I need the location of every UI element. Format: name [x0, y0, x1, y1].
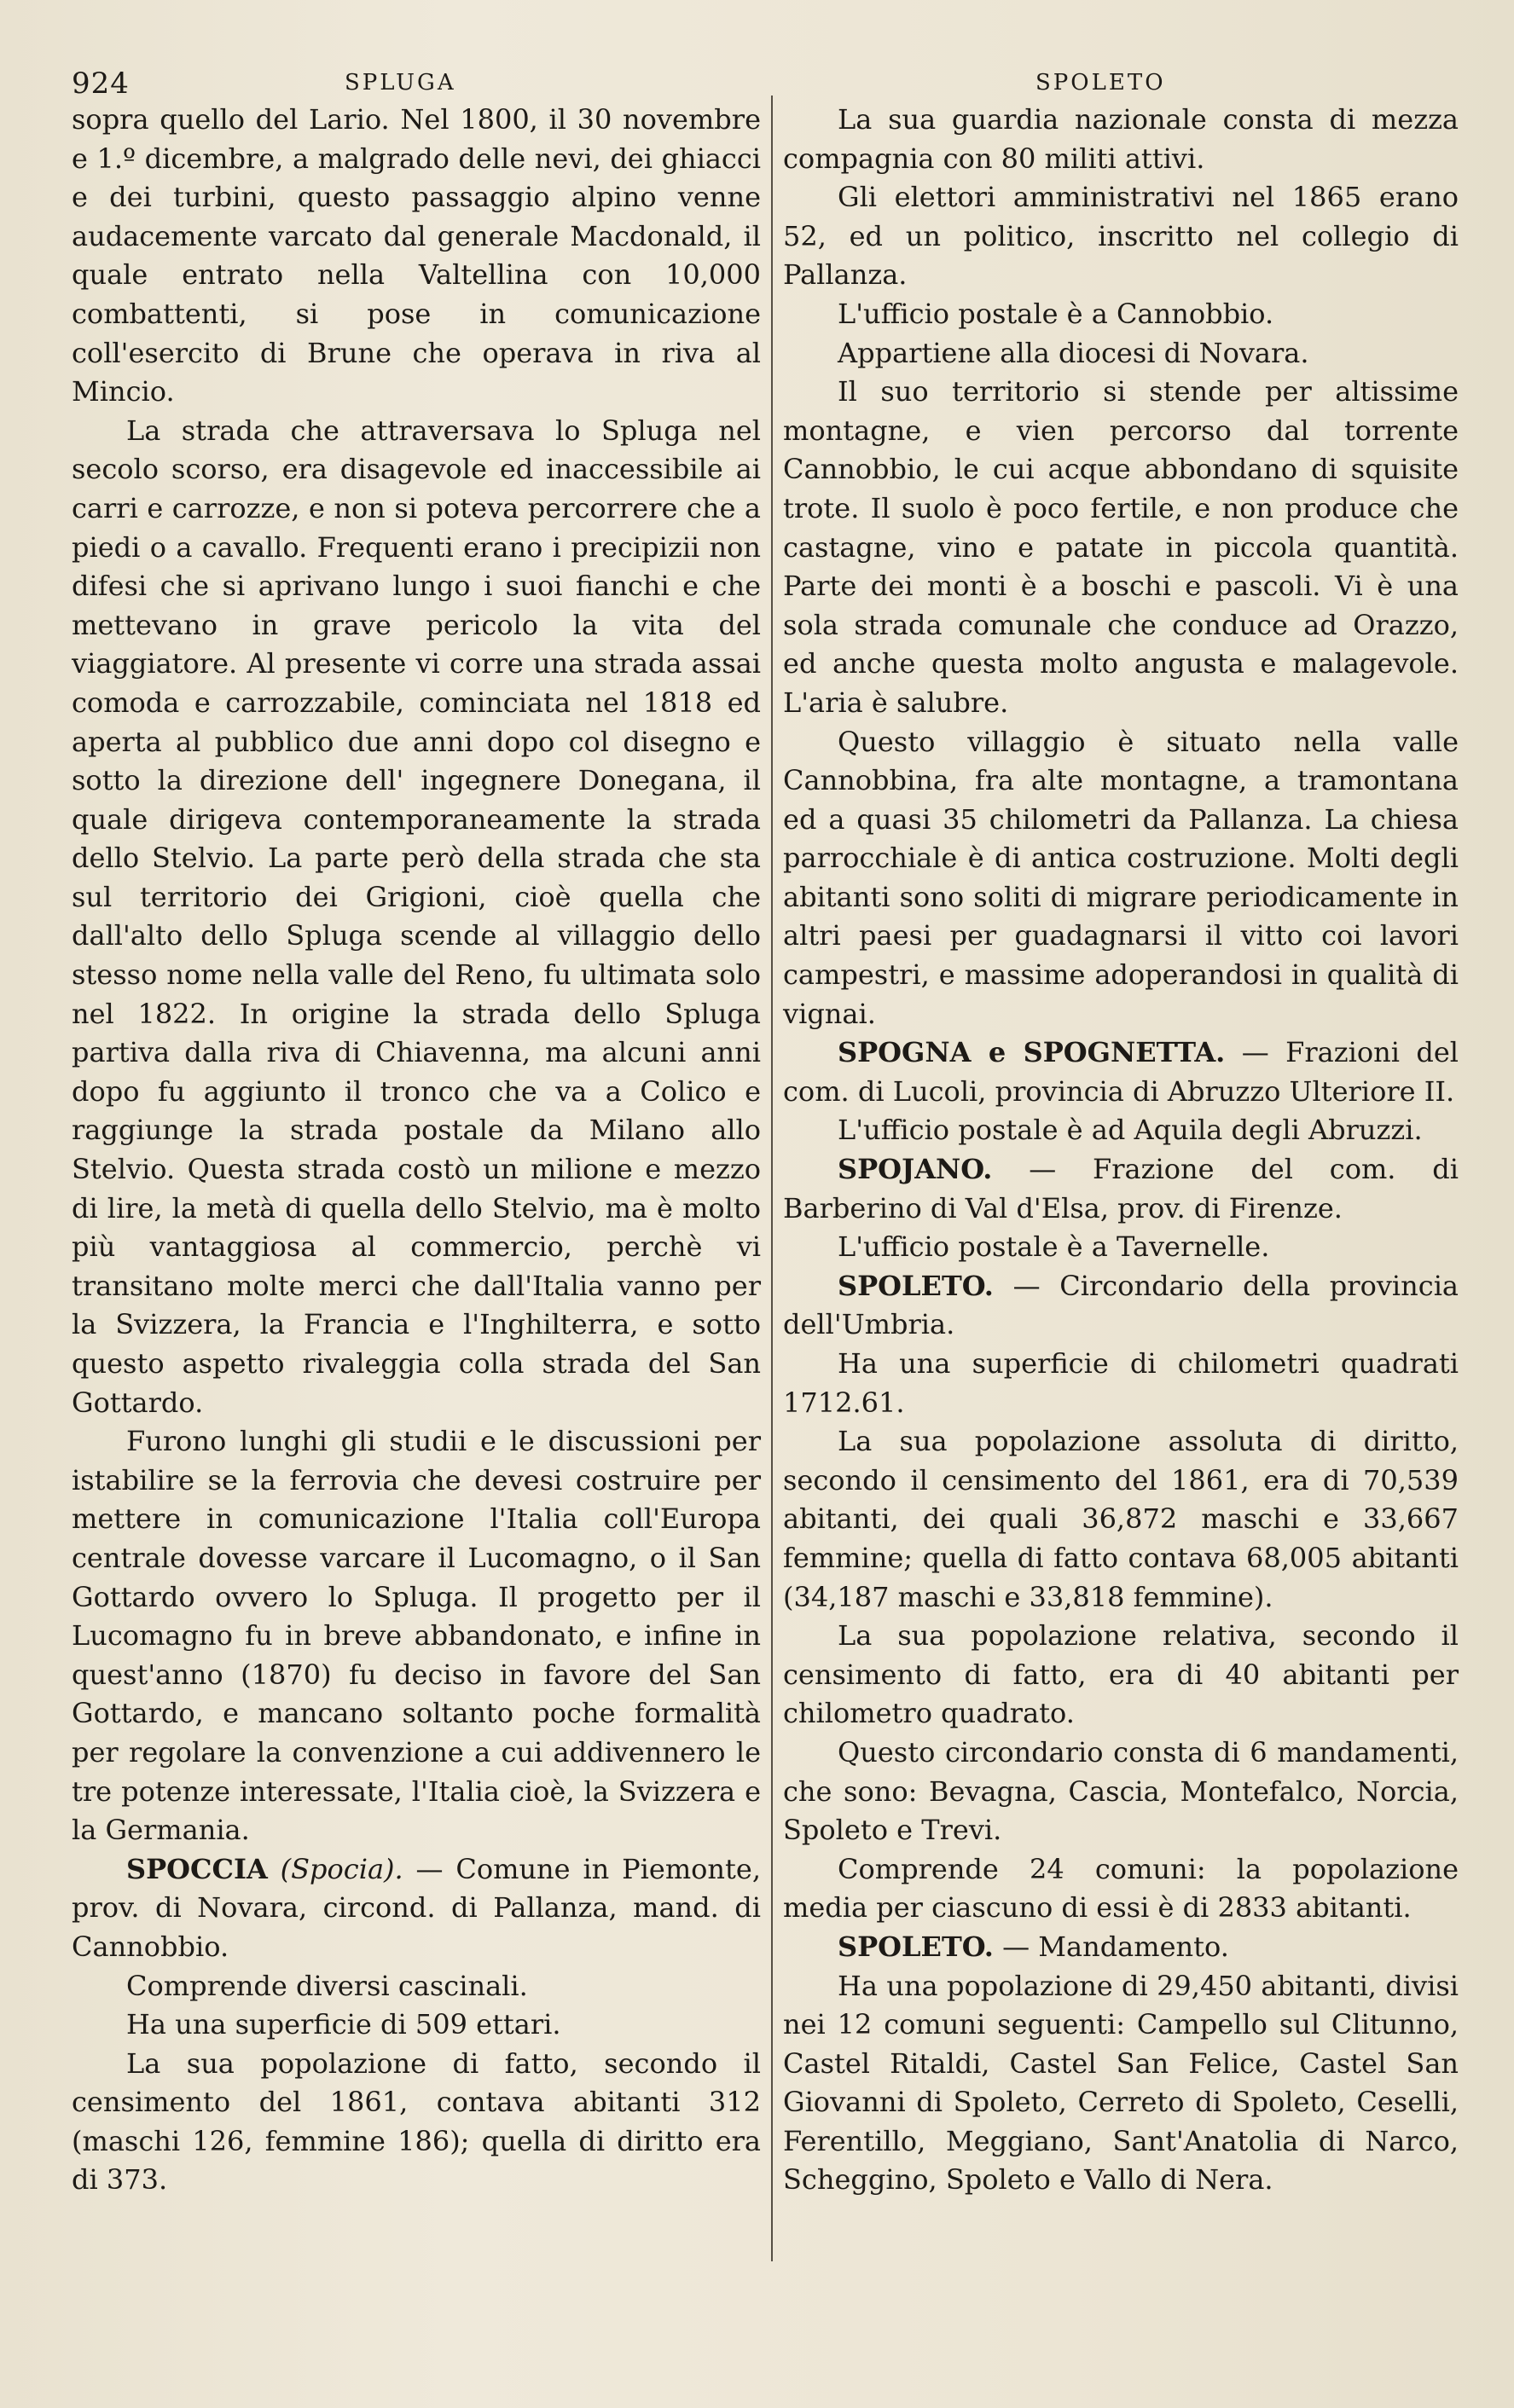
running-head-left: SPLUGA — [345, 70, 456, 96]
page-header — [72, 67, 1459, 101]
paragraph: Ha una superficie di 509 ettari. — [126, 2008, 561, 2041]
paragraph: Ha una popolazione di 29,450 abitanti, divisi nei 12 comuni seguenti: Campello sul Clitunno, Castel Ritaldi, Castel San Felice, Castel San Giovanni di Spoleto, Cerreto di Spoleto, Ceselli, Ferentillo, Meggiano, Sant'Anatolia di Narco, Scheggino, Spoleto e Vallo di Nera. — [783, 1969, 1459, 2197]
entry-spogna — [783, 1033, 1459, 1111]
entry-text: — Circondario della provincia dell'Umbria. — [783, 1269, 1459, 1341]
paragraph: Il suo territorio si stende per altissime montagne, e vien percorso dal torrente Cannobbio, le cui acque abbondano di squisite trote. Il suolo è poco fertile, e non produce che castagne, vino e patate in piccola quantità. Parte dei monti è a boschi e pascoli. Vi è una sola strada comunale che conduce ad Orazzo, ed anche questa molto angusta e malagevole. L'aria è salubre. — [783, 375, 1459, 719]
entry-spojano — [783, 1150, 1459, 1228]
entry-heading: SPOGNA e SPOGNETTA. — [838, 1036, 1226, 1069]
entry-heading: SPOLETO. — [838, 1269, 994, 1302]
page-number: 924 — [72, 67, 130, 101]
entry-text: — Frazione del com. di Barberino di Val d'Elsa, prov. di Firenze. — [783, 1153, 1459, 1224]
paragraph: Comprende 24 comuni: la popolazione media per ciascuno di essi è di 2833 abitanti. — [783, 1852, 1459, 1925]
paragraph: La sua popolazione relativa, secondo il censimento di fatto, era di 40 abitanti per chilometro quadrato. — [783, 1619, 1459, 1730]
paragraph: La sua popolazione di fatto, secondo il censimento del 1861, contava abitanti 312 (maschi 126, femmine 186); quella di diritto era di 373. — [72, 2046, 761, 2197]
entry-variant: (Spocia). — [280, 1852, 403, 1885]
paragraph: Gli elettori amministrativi nel 1865 erano 52, ed un politico, inscritto nel collegio di Pallanza. — [783, 181, 1459, 292]
paragraph: L'ufficio postale è ad Aquila degli Abruzzi. — [838, 1114, 1423, 1147]
left-column — [72, 101, 761, 2200]
entry-text: — Mandamento. — [1002, 1930, 1229, 1963]
running-head-right: SPOLETO — [1035, 70, 1166, 96]
entry-spoleto-mandamento — [783, 1928, 1459, 1967]
entry-spoleto-circondario — [783, 1267, 1459, 1345]
paragraph: Ha una superficie di chilometri quadrati 1712.61. — [783, 1347, 1459, 1419]
paragraph: Comprende diversi cascinali. — [126, 1969, 528, 2002]
paragraph: Furono lunghi gli studii e le discussioni per istabilire se la ferrovia che devesi costruire per mettere in comunicazione l'Italia coll'Europa centrale dovesse varcare il Lucomagno, o il San Gottardo ovvero lo Spluga. Il progetto per il Lucomagno fu in breve abbandonato, e infine in quest'anno (1870) fu deciso in favore del San Gottardo, e mancano soltanto poche formalità per regolare la convenzione a cui addivennero le tre potenze interessate, l'Italia cioè, la Svizzera e la Germania. — [72, 1425, 761, 1847]
column-divider — [771, 96, 773, 2261]
entry-spoccia — [72, 1850, 761, 1967]
paragraph: L'ufficio postale è a Cannobbio. — [838, 297, 1274, 330]
paragraph: Appartiene alla diocesi di Novara. — [838, 336, 1309, 369]
paragraph: La sua popolazione assoluta di diritto, secondo il censimento del 1861, era di 70,539 abitanti, dei quali 36,872 maschi e 33,667 femmine; quella di fatto contava 68,005 abitanti (34,187 maschi e 33,818 femmine). — [783, 1425, 1459, 1613]
paragraph: La sua guardia nazionale consta di mezza compagnia con 80 militi attivi. — [783, 103, 1459, 175]
right-column — [783, 101, 1459, 2200]
paragraph: La strada che attraversava lo Spluga nel secolo scorso, era disagevole ed inaccessibile ai carri e carrozze, e non si poteva percorrere che a piedi o a cavallo. Frequenti erano i precipizii non difesi che si aprivano lungo i suoi fianchi e che mettevano in grave pericolo la vita del viaggiatore. Al presente vi corre una strada assai comoda e carrozzabile, cominciata nel 1818 ed aperta al pubblico due anni dopo col disegno e sotto la direzione dell' ingegnere Donegana, il quale dirigeva contemporaneamente la strada dello Stelvio. La parte però della strada che sta sul territorio dei Grigioni, cioè quella che dall'alto dello Spluga scende al villaggio dello stesso nome nella valle del Reno, fu ultimata solo nel 1822. In origine la strada dello Spluga partiva dalla riva di Chiavenna, ma alcuni anni dopo fu aggiunto il tronco che va a Colico e raggiunge la strada postale da Milano allo Stelvio. Questa strada costò un milione e mezzo di lire, la metà di quella dello Stelvio, ma è molto più vantaggiosa al commercio, perchè vi transitano molte merci che dall'Italia vanno per la Svizzera, la Francia e l'Inghilterra, e sotto questo aspetto rivaleggia colla strada del San Gottardo. — [72, 414, 761, 1419]
paragraph: L'ufficio postale è a Tavernelle. — [838, 1230, 1270, 1264]
entry-text: — Comune in Piemonte, prov. di Novara, circond. di Pallanza, mand. di Cannobbio. — [72, 1852, 762, 1963]
entry-heading: SPOJANO. — [838, 1153, 993, 1186]
entry-heading: SPOCCIA — [126, 1852, 268, 1885]
entry-text: — Frazioni del com. di Lucoli, provincia di Abruzzo Ulteriore II. — [783, 1036, 1459, 1108]
paragraph: Questo villaggio è situato nella valle Cannobbina, fra alte montagne, a tramontana ed a quasi 35 chilometri da Pallanza. La chiesa parrocchiale è di antica costruzione. Molti degli abitanti sono soliti di migrare periodicamente in altri paesi per guadagnarsi il vitto coi lavori campestri, e massime adoperandosi in qualità di vignai. — [783, 725, 1459, 1030]
paragraph: sopra quello del Lario. Nel 1800, il 30 novembre e 1.º dicembre, a malgrado delle nevi, dei ghiacci e dei turbini, questo passaggio alpino venne audacemente varcato dal generale Macdonald, il quale entrato nella Valtellina con 10,000 combattenti, si pose in comunicazione coll'esercito di Brune che operava in riva al Mincio. — [72, 103, 761, 408]
entry-heading: SPOLETO. — [838, 1930, 994, 1963]
paragraph: Questo circondario consta di 6 mandamenti, che sono: Bevagna, Cascia, Montefalco, Norcia, Spoleto e Trevi. — [783, 1735, 1459, 1847]
